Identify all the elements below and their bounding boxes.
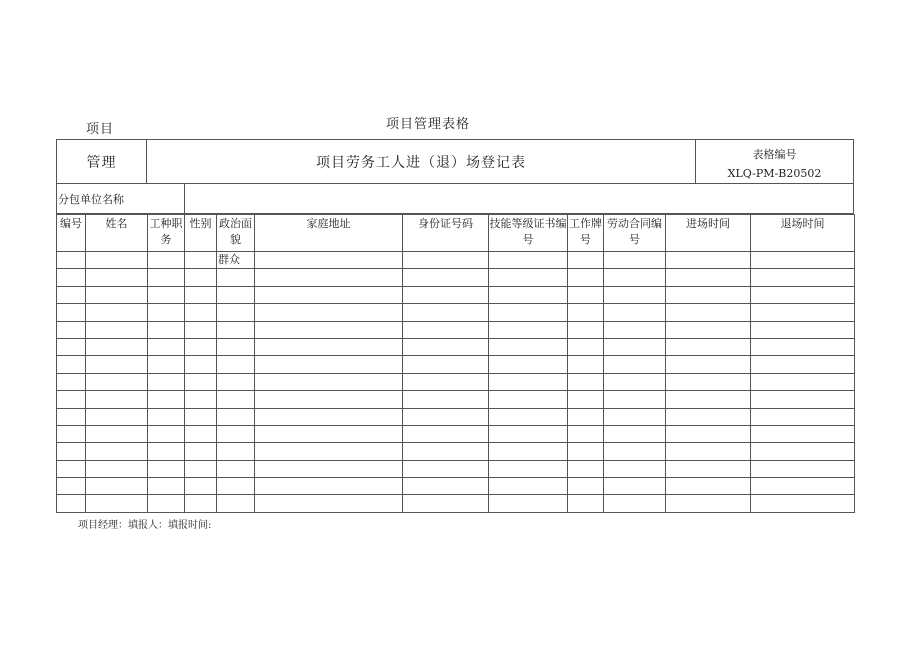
table-cell[interactable]	[489, 286, 568, 303]
page-title: 项目管理表格	[386, 117, 471, 132]
table-cell[interactable]	[255, 495, 403, 512]
table-cell[interactable]	[255, 286, 403, 303]
table-cell[interactable]	[217, 338, 255, 355]
table-cell[interactable]	[604, 495, 666, 512]
table-cell[interactable]	[148, 460, 185, 477]
table-row	[57, 304, 855, 321]
table-cell[interactable]	[666, 321, 751, 338]
table-cell[interactable]	[666, 252, 751, 269]
table-cell[interactable]	[86, 373, 148, 390]
table-row	[57, 269, 855, 286]
table-cell[interactable]	[185, 495, 217, 512]
table-cell[interactable]	[403, 269, 489, 286]
table-cell[interactable]	[666, 495, 751, 512]
table-row	[57, 478, 855, 495]
table-cell[interactable]	[185, 373, 217, 390]
table-cell[interactable]	[751, 408, 855, 425]
table-cell[interactable]	[57, 252, 86, 269]
table-cell[interactable]	[751, 286, 855, 303]
table-cell[interactable]	[255, 321, 403, 338]
table-cell[interactable]	[489, 495, 568, 512]
project-label: 项目	[86, 122, 115, 137]
table-cell[interactable]	[148, 373, 185, 390]
worker-register-table	[56, 214, 855, 513]
table-cell[interactable]	[148, 252, 185, 269]
table-cell[interactable]	[489, 425, 568, 442]
table-cell[interactable]	[86, 391, 148, 408]
table-cell[interactable]	[57, 495, 86, 512]
col-header-job: 工种职务	[148, 215, 185, 252]
table-cell[interactable]	[57, 356, 86, 373]
table-cell[interactable]	[185, 304, 217, 321]
table-cell[interactable]	[666, 408, 751, 425]
table-cell[interactable]	[217, 478, 255, 495]
table-cell[interactable]	[489, 252, 568, 269]
table-cell[interactable]	[403, 321, 489, 338]
table-cell[interactable]	[604, 391, 666, 408]
table-cell[interactable]	[255, 460, 403, 477]
table-cell[interactable]	[403, 286, 489, 303]
table-cell[interactable]	[666, 425, 751, 442]
table-cell[interactable]	[57, 425, 86, 442]
table-cell[interactable]	[86, 252, 148, 269]
table-cell[interactable]	[185, 321, 217, 338]
table-cell[interactable]	[604, 373, 666, 390]
table-cell[interactable]	[255, 373, 403, 390]
table-cell[interactable]	[255, 478, 403, 495]
form-title: 项目劳务工人进（退）场登记表	[147, 140, 696, 183]
col-header-exit-time: 退场时间	[751, 215, 855, 252]
table-cell[interactable]	[255, 425, 403, 442]
table-cell[interactable]	[255, 408, 403, 425]
table-cell[interactable]	[148, 391, 185, 408]
table-cell[interactable]	[86, 304, 148, 321]
table-cell[interactable]	[403, 478, 489, 495]
table-cell[interactable]	[86, 495, 148, 512]
table-cell[interactable]	[666, 391, 751, 408]
col-header-contract-number: 劳动合同编号	[604, 215, 666, 252]
table-cell[interactable]	[568, 460, 604, 477]
table-cell[interactable]	[489, 338, 568, 355]
table-cell[interactable]	[403, 338, 489, 355]
table-row	[57, 373, 855, 390]
table-cell[interactable]	[751, 304, 855, 321]
table-cell[interactable]	[403, 356, 489, 373]
table-cell[interactable]	[751, 495, 855, 512]
table-cell[interactable]	[86, 269, 148, 286]
table-cell[interactable]	[255, 356, 403, 373]
table-cell[interactable]	[255, 391, 403, 408]
table-cell[interactable]	[604, 425, 666, 442]
form-code-block	[696, 140, 853, 183]
table-cell[interactable]	[666, 304, 751, 321]
table-cell[interactable]	[751, 356, 855, 373]
table-cell[interactable]	[666, 338, 751, 355]
subcontractor-row	[56, 184, 854, 214]
table-cell[interactable]	[185, 269, 217, 286]
table-cell[interactable]	[148, 443, 185, 460]
table-cell[interactable]	[666, 373, 751, 390]
table-cell[interactable]	[489, 373, 568, 390]
table-cell[interactable]	[57, 460, 86, 477]
table-row	[57, 391, 855, 408]
table-cell[interactable]	[217, 425, 255, 442]
table-cell[interactable]	[57, 304, 86, 321]
col-header-skill-cert: 技能等级证书编号	[489, 215, 568, 252]
table-cell[interactable]	[86, 286, 148, 303]
table-cell[interactable]	[751, 391, 855, 408]
table-cell[interactable]	[217, 356, 255, 373]
table-cell[interactable]	[255, 443, 403, 460]
table-cell[interactable]	[751, 478, 855, 495]
table-cell[interactable]	[489, 304, 568, 321]
table-row	[57, 495, 855, 512]
table-cell[interactable]	[568, 373, 604, 390]
table-cell[interactable]	[217, 443, 255, 460]
table-cell[interactable]	[86, 338, 148, 355]
table-cell[interactable]	[751, 460, 855, 477]
table-cell[interactable]	[568, 286, 604, 303]
table-cell[interactable]	[568, 478, 604, 495]
table-cell[interactable]	[57, 373, 86, 390]
table-cell[interactable]	[604, 478, 666, 495]
table-cell[interactable]	[148, 304, 185, 321]
table-cell[interactable]	[255, 304, 403, 321]
table-cell[interactable]	[57, 443, 86, 460]
table-cell[interactable]	[604, 304, 666, 321]
table-header-row	[57, 215, 855, 252]
table-cell[interactable]	[403, 425, 489, 442]
table-cell[interactable]	[57, 338, 86, 355]
table-cell[interactable]	[148, 321, 185, 338]
table-cell[interactable]	[217, 495, 255, 512]
table-cell[interactable]	[403, 495, 489, 512]
table-cell[interactable]	[604, 443, 666, 460]
table-row	[57, 338, 855, 355]
table-cell[interactable]	[568, 408, 604, 425]
table-cell[interactable]	[185, 391, 217, 408]
table-cell[interactable]	[666, 269, 751, 286]
table-cell[interactable]	[666, 460, 751, 477]
table-cell[interactable]	[217, 460, 255, 477]
signature-footer: 项目经理：填报人：填报时间:	[78, 520, 212, 531]
table-cell[interactable]	[751, 252, 855, 269]
table-cell[interactable]	[185, 356, 217, 373]
table-cell[interactable]	[489, 443, 568, 460]
table-cell[interactable]	[568, 321, 604, 338]
table-cell[interactable]	[489, 391, 568, 408]
table-row	[57, 408, 855, 425]
table-cell[interactable]	[568, 338, 604, 355]
table-cell[interactable]	[148, 286, 185, 303]
table-cell[interactable]	[148, 338, 185, 355]
table-cell[interactable]	[57, 321, 86, 338]
table-cell[interactable]	[57, 269, 86, 286]
col-header-gender: 性别	[185, 215, 217, 252]
table-cell[interactable]	[751, 443, 855, 460]
table-cell[interactable]	[185, 338, 217, 355]
table-row	[57, 286, 855, 303]
table-cell[interactable]	[86, 356, 148, 373]
table-row	[57, 252, 855, 269]
table-cell[interactable]	[489, 269, 568, 286]
col-header-name: 姓名	[86, 215, 148, 252]
table-cell[interactable]	[751, 425, 855, 442]
table-cell[interactable]	[568, 269, 604, 286]
table-row	[57, 321, 855, 338]
table-cell[interactable]	[568, 391, 604, 408]
table-cell[interactable]	[217, 373, 255, 390]
table-cell[interactable]	[148, 478, 185, 495]
table-cell[interactable]	[255, 252, 403, 269]
table-cell[interactable]	[185, 286, 217, 303]
table-cell[interactable]	[86, 478, 148, 495]
table-cell[interactable]	[148, 269, 185, 286]
subcontractor-value-field[interactable]	[186, 184, 853, 213]
table-cell[interactable]	[568, 425, 604, 442]
table-cell[interactable]	[86, 408, 148, 425]
table-cell[interactable]	[185, 252, 217, 269]
table-cell[interactable]	[604, 460, 666, 477]
table-cell[interactable]	[666, 478, 751, 495]
table-row	[57, 356, 855, 373]
table-cell[interactable]	[666, 356, 751, 373]
col-header-id-number: 身份证号码	[403, 215, 489, 252]
table-cell[interactable]	[57, 286, 86, 303]
table-cell[interactable]	[751, 373, 855, 390]
table-cell[interactable]	[403, 373, 489, 390]
table-cell[interactable]	[568, 252, 604, 269]
table-cell[interactable]	[217, 391, 255, 408]
table-cell[interactable]	[604, 321, 666, 338]
table-cell[interactable]	[86, 321, 148, 338]
table-row	[57, 460, 855, 477]
table-cell[interactable]	[185, 443, 217, 460]
col-header-number: 编号	[57, 215, 86, 252]
table-cell[interactable]	[489, 460, 568, 477]
form-code-value: XLQ-PM-B20502	[727, 167, 822, 180]
form-header	[56, 139, 854, 184]
header-management-label: 管理	[57, 140, 147, 183]
table-cell[interactable]	[86, 425, 148, 442]
table-cell[interactable]	[568, 495, 604, 512]
table-cell[interactable]	[489, 356, 568, 373]
table-cell[interactable]	[217, 408, 255, 425]
table-cell[interactable]	[255, 269, 403, 286]
table-cell[interactable]	[185, 460, 217, 477]
table-row	[57, 443, 855, 460]
table-cell[interactable]	[604, 252, 666, 269]
table-cell[interactable]	[751, 321, 855, 338]
table-cell[interactable]	[217, 304, 255, 321]
table-cell[interactable]	[666, 286, 751, 303]
table-cell[interactable]	[57, 391, 86, 408]
table-cell[interactable]	[217, 269, 255, 286]
table-cell[interactable]	[403, 252, 489, 269]
table-cell[interactable]	[568, 443, 604, 460]
table-cell[interactable]	[568, 304, 604, 321]
col-header-entry-time: 进场时间	[666, 215, 751, 252]
col-header-badge-number: 工作牌号	[568, 215, 604, 252]
table-cell[interactable]	[86, 443, 148, 460]
table-cell[interactable]	[185, 478, 217, 495]
table-cell[interactable]	[403, 304, 489, 321]
table-cell[interactable]	[86, 460, 148, 477]
table-cell[interactable]	[751, 338, 855, 355]
table-row	[57, 425, 855, 442]
table-cell[interactable]	[751, 269, 855, 286]
form-code-label: 表格编号	[752, 148, 797, 161]
table-cell[interactable]	[568, 356, 604, 373]
table-cell[interactable]	[403, 443, 489, 460]
col-header-address: 家庭地址	[255, 215, 403, 252]
table-cell[interactable]	[217, 321, 255, 338]
table-cell[interactable]	[489, 478, 568, 495]
table-cell[interactable]	[57, 408, 86, 425]
table-cell[interactable]	[403, 460, 489, 477]
table-cell[interactable]	[148, 425, 185, 442]
table-cell[interactable]	[489, 408, 568, 425]
table-cell[interactable]	[489, 321, 568, 338]
table-cell[interactable]	[604, 338, 666, 355]
table-cell[interactable]	[403, 391, 489, 408]
table-cell[interactable]: 群众	[217, 252, 255, 269]
table-cell[interactable]	[604, 269, 666, 286]
table-cell[interactable]	[255, 338, 403, 355]
table-cell[interactable]	[185, 408, 217, 425]
table-cell[interactable]	[148, 356, 185, 373]
table-cell[interactable]	[666, 443, 751, 460]
table-cell[interactable]	[148, 495, 185, 512]
table-cell[interactable]	[185, 425, 217, 442]
table-cell[interactable]	[403, 408, 489, 425]
table-cell[interactable]	[57, 478, 86, 495]
subcontractor-label: 分包单位名称	[57, 184, 185, 213]
table-cell[interactable]	[604, 356, 666, 373]
table-cell[interactable]	[604, 408, 666, 425]
table-cell[interactable]	[148, 408, 185, 425]
table-cell[interactable]	[217, 286, 255, 303]
col-header-political-status: 政治面貌	[217, 215, 255, 252]
table-cell[interactable]	[604, 286, 666, 303]
